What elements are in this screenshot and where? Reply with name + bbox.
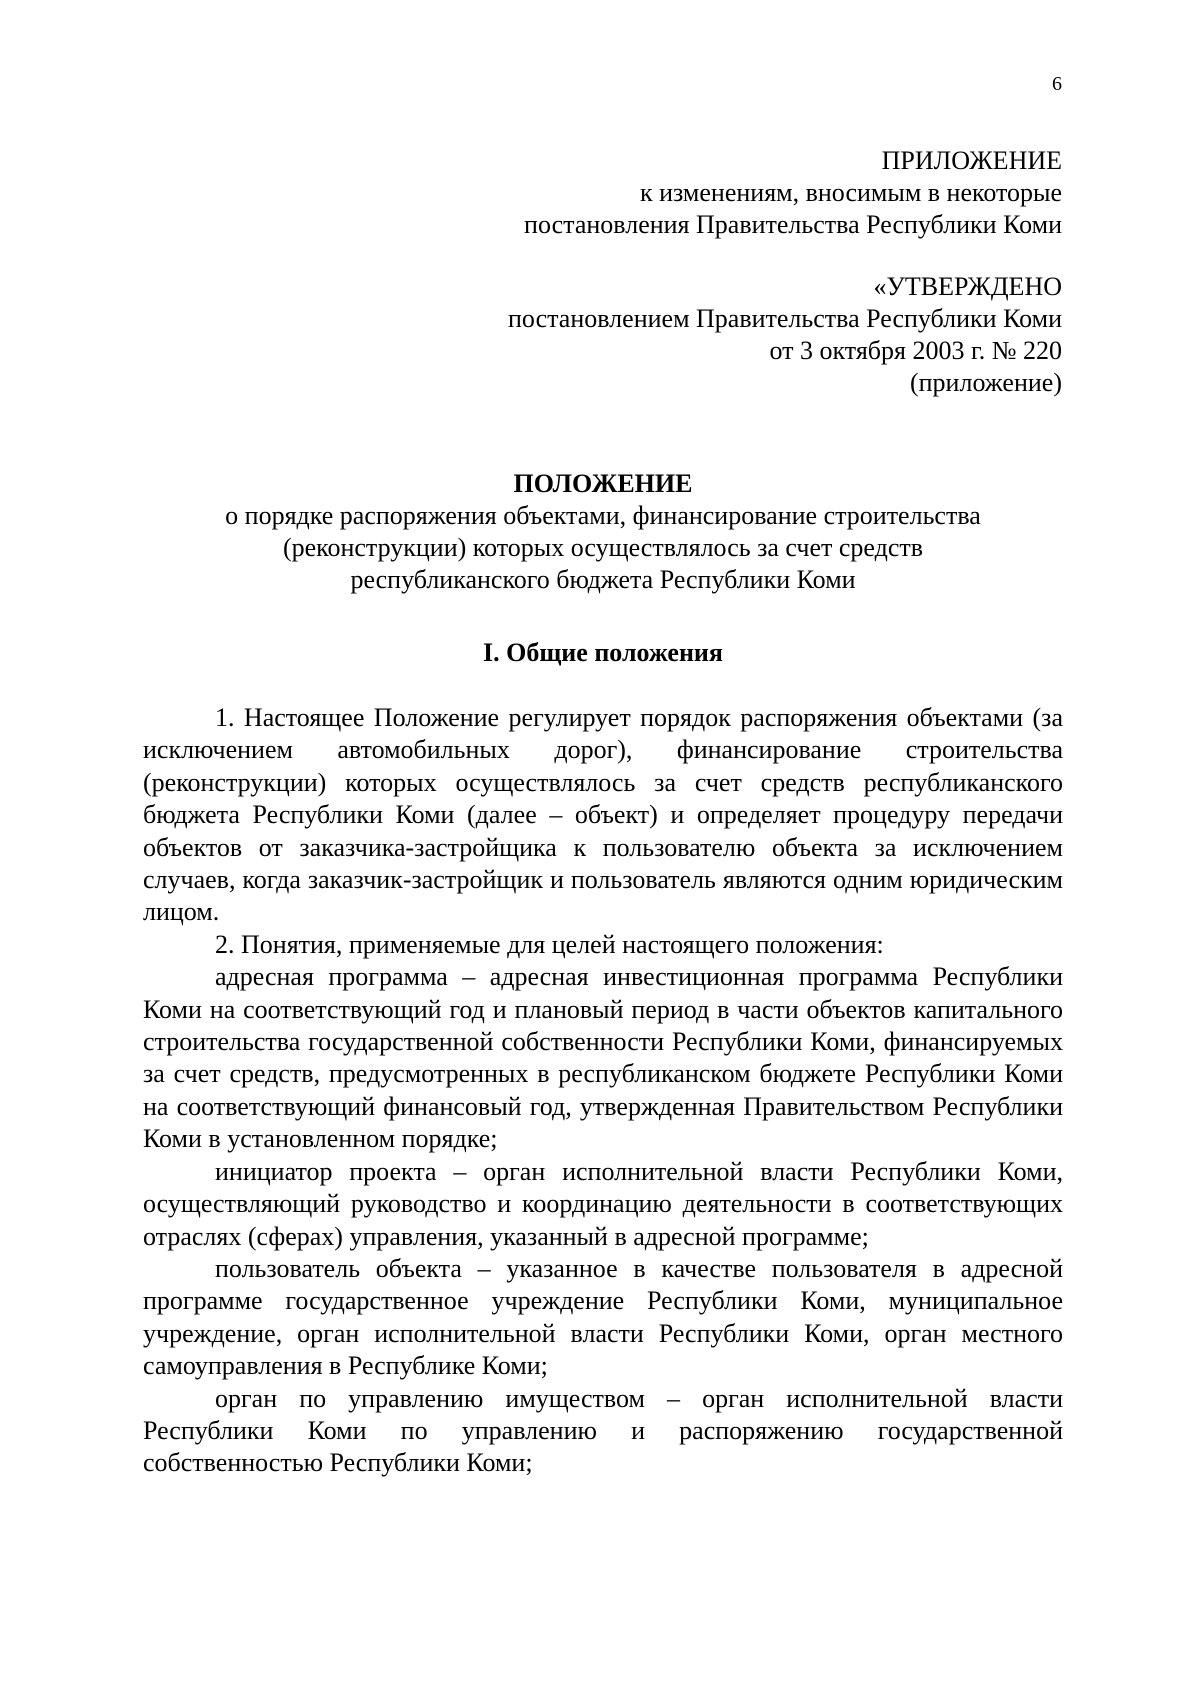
- spacer: [262, 241, 1062, 271]
- definition-address-program: адресная программа – адресная инвестиционная программа Республики Коми на соответствующий год и плановый период в части объектов капитального строительства государственной собственности Республики Коми, финансируемых за счет средств, предусмотренных в республиканском бюджете Республики Коми на соответствующий финансовый год, утвержденная Правительством Республики Коми в установленном порядке;: [143, 962, 1063, 1154]
- definition-property-authority: орган по управлению имуществом – орган исполнительной власти Республики Коми по управлению и распоряжению государственной собственностью Республики Коми;: [143, 1383, 1063, 1478]
- approved-line-3: (приложение): [909, 368, 1062, 397]
- approval-block: [262, 145, 1062, 399]
- section-title: I. Общие положения: [483, 638, 723, 667]
- approved-heading: «УТВЕРЖДЕНО: [873, 272, 1062, 301]
- definition-object-user: пользователь объекта – указанное в качестве пользователя в адресной программе государственное учреждение Республики Коми, муниципальное учреждение, орган исполнительной власти Республики Коми, орган местного самоуправления в Республике Коми;: [143, 1253, 1063, 1381]
- page-number: 6: [1052, 73, 1062, 95]
- document-subtitle-line-1: о порядке распоряжения объектами, финансирование строительства: [225, 501, 981, 530]
- document-title-block: [143, 468, 1063, 596]
- annex-line-2: постановления Правительства Республики Коми: [524, 210, 1062, 239]
- approved-line-2: от 3 октября 2003 г. № 220: [769, 336, 1062, 365]
- document-subtitle-line-2: (реконструкции) которых осуществлялось за счет средств: [282, 533, 924, 562]
- annex-line-1: к изменениям, вносимым в некоторые: [639, 178, 1062, 207]
- approved-line-1: постановлением Правительства Республики Коми: [508, 304, 1062, 333]
- paragraph-2: 2. Понятия, применяемые для целей настоящего положения:: [215, 929, 884, 959]
- definition-project-initiator: инициатор проекта – орган исполнительной власти Республики Коми, осуществляющий руководство и координацию деятельности в соответствующих отраслях (сферах) управления, указанный в адресной программе;: [143, 1156, 1063, 1251]
- document-subtitle-line-3: республиканского бюджета Республики Коми: [350, 565, 856, 594]
- document-body: [143, 702, 1063, 1480]
- document-title: ПОЛОЖЕНИЕ: [513, 469, 693, 498]
- annex-heading: ПРИЛОЖЕНИЕ: [881, 146, 1062, 175]
- paragraph-1: 1. Настоящее Положение регулирует порядок распоряжения объектами (за исключением автомобильных дорог), финансирование строительства (реконструкции) которых осуществлялось за счет средств республиканского бюджета Республики Коми (далее – объект) и определяет процедуру передачи объектов от заказчика-застройщика к пользователю объекта за исключением случаев, когда заказчик-застройщик и пользователь являются одним юридическим лицом.: [143, 703, 1063, 927]
